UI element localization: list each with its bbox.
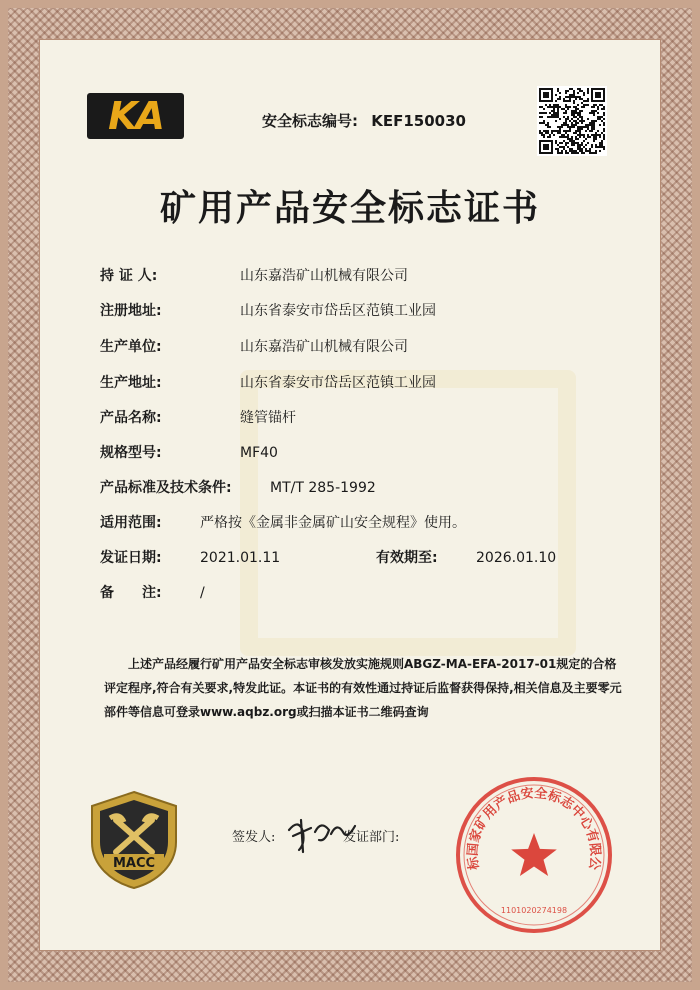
field-scope xyxy=(100,512,466,532)
field-value: 2026.01.10 xyxy=(476,550,557,566)
field-value: 山东省泰安市岱岳区范镇工业园 xyxy=(240,375,436,391)
field-label: 产品名称: xyxy=(100,410,162,426)
field-label: 规格型号: xyxy=(100,445,162,461)
macc-badge xyxy=(88,790,180,890)
field-label: 发证日期: xyxy=(100,550,162,566)
field-value: MT/T 285-1992 xyxy=(270,480,376,496)
serial-value: KEF150030 xyxy=(371,112,466,130)
field-label: 产品标准及技术条件: xyxy=(100,480,232,496)
signer-label: 签发人: xyxy=(232,830,276,845)
field-value: 缝管锚杆 xyxy=(240,410,296,426)
qr-code-icon[interactable] xyxy=(537,86,607,156)
field-value: / xyxy=(200,585,205,601)
certificate-title: 矿用产品安全标志证书 xyxy=(159,187,540,229)
field-holder xyxy=(100,265,408,285)
field-label: 持 证 人: xyxy=(100,268,158,284)
field-value: 山东嘉浩矿山机械有限公司 xyxy=(240,339,408,355)
field-product-name xyxy=(100,407,296,427)
serial-label: 安全标志编号: xyxy=(262,112,358,130)
field-value: 2021.01.11 xyxy=(200,550,281,566)
field-value: 山东省泰安市岱岳区范镇工业园 xyxy=(240,303,436,319)
ka-logo-text: KA xyxy=(108,94,163,138)
macc-text: MACC xyxy=(112,856,156,871)
field-value: MF40 xyxy=(240,445,278,461)
field-issue-date xyxy=(100,547,280,567)
ka-logo xyxy=(87,93,184,139)
field-registered-address xyxy=(100,300,436,320)
field-valid-until xyxy=(376,547,556,567)
field-label: 注册地址: xyxy=(100,303,162,319)
field-model xyxy=(100,442,278,462)
field-label: 有效期至: xyxy=(376,550,438,566)
field-label: 备 注: xyxy=(100,585,162,601)
field-production-unit xyxy=(100,336,408,356)
official-seal xyxy=(454,775,614,935)
field-remarks xyxy=(100,582,205,602)
serial-number xyxy=(262,110,466,131)
seal-text: 标国家矿用产品安全标志中心有限公 xyxy=(465,786,603,871)
field-value: 山东嘉浩矿山机械有限公司 xyxy=(240,268,408,284)
field-label: 适用范围: xyxy=(100,515,162,531)
certificate-notice: 上述产品经履行矿用产品安全标志审核发放实施规则ABGZ-MA-EFA-2017-01规定的合格评定程序,符合有关要求,特发此证。本证书的有效性通过持证后监督获得保持,相关信息及主要零元部件等信息可登录www.aqbz.org或扫描本证书二维码查询 xyxy=(104,657,622,719)
certificate-body xyxy=(40,40,660,950)
field-standard xyxy=(100,477,376,497)
field-label: 生产单位: xyxy=(100,339,162,355)
field-label: 生产地址: xyxy=(100,375,162,391)
issuer-label: 发证部门: xyxy=(343,830,400,845)
field-production-address xyxy=(100,372,436,392)
field-value: 严格按《金属非金属矿山安全规程》使用。 xyxy=(200,515,466,531)
seal-number: 1101020274198 xyxy=(500,906,568,915)
